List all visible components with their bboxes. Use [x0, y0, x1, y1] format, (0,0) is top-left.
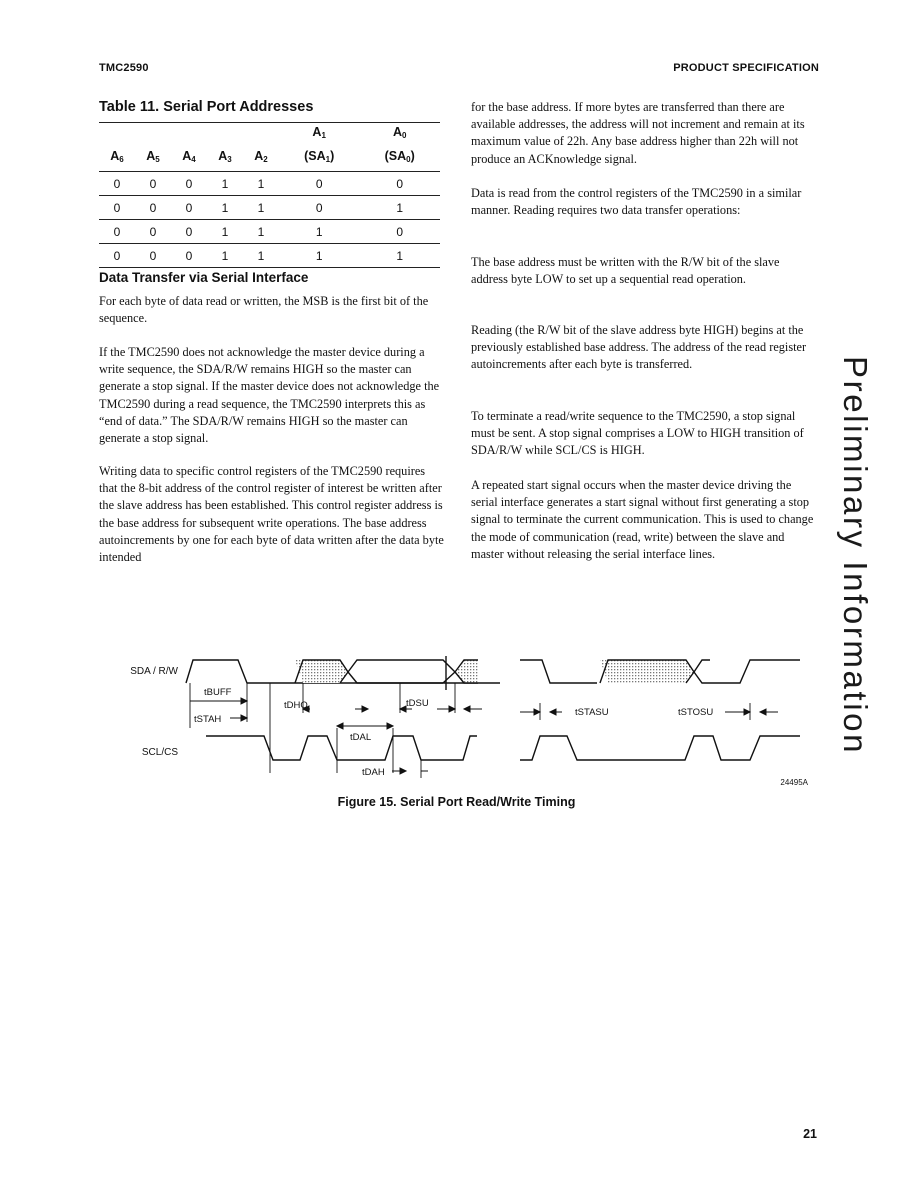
side-banner — [836, 356, 876, 806]
right-paragraph-6: A repeated start signal occurs when the master device driving the serial interface generates a start signal without first generating a stop signal to terminate the current communication. This is used to change the mode of communication (read, write) between the slave and master without releasing the serial interface lines. — [471, 478, 814, 561]
col-a5: $A_5$ — [135, 147, 171, 172]
table-cell: 0 — [171, 244, 207, 268]
table-cell: 0 — [99, 220, 135, 244]
table-title: Table 11. Serial Port Addresses — [99, 99, 314, 115]
figure-id: 24495A — [780, 778, 808, 787]
left-paragraph-3: Writing data to specific control registers of the TMC2590 requires that the 8-bit address of the control register of interest be written after the slave address has been established. This control register address is the base address for subsequent write operations. The base address autoincrements by one for each byte of data written after the data byte intended — [99, 464, 444, 565]
tstasu-label: tSTASU — [575, 707, 609, 718]
sda-waveform — [186, 656, 500, 690]
right-paragraph-2: Data is read from the control registers of the TMC2590 in a similar manner. Reading requires two data transfer operations: — [471, 186, 802, 218]
table-header-row-top — [99, 123, 440, 148]
col-top-4 — [243, 123, 279, 148]
table-cell: 1 — [243, 220, 279, 244]
table-cell: 1 — [207, 220, 243, 244]
sda-signal-label: SDA / R/W — [130, 666, 178, 677]
tstah-label: tSTAH — [194, 714, 222, 725]
table-cell: 0 — [171, 196, 207, 220]
table-cell: 1 — [207, 244, 243, 268]
table-cell: 0 — [171, 172, 207, 196]
col-top-a1: $A_1$ — [312, 125, 326, 140]
serial-port-timing-diagram — [110, 648, 830, 793]
col-sa1: $(SA_1)$ — [279, 147, 360, 172]
right-paragraph-3: The base address must be written with the R/W bit of the slave address byte LOW to set up a sequential read operation. — [471, 255, 780, 287]
table-body — [99, 172, 440, 268]
col-top-0 — [99, 123, 135, 148]
col-a4: $A_4$ — [171, 147, 207, 172]
scl-waveform — [206, 736, 800, 760]
tdsu-label: tDSU — [406, 698, 429, 709]
table-row — [99, 220, 440, 244]
col-top-3 — [207, 123, 243, 148]
table-cell: 0 — [279, 196, 360, 220]
col-a2: $A_2$ — [243, 147, 279, 172]
sda-waveform-stop — [520, 660, 800, 683]
col-a6: $A_6$ — [99, 147, 135, 172]
section-heading: Data Transfer via Serial Interface — [99, 270, 309, 285]
timing-guides — [190, 683, 750, 778]
table-cell: 0 — [99, 172, 135, 196]
table-cell: 0 — [99, 196, 135, 220]
col-top-a0: $A_0$ — [392, 125, 407, 140]
running-header-left: TMC2590 — [99, 62, 149, 74]
table-cell: 1 — [279, 220, 360, 244]
table-header-row — [99, 147, 440, 172]
tstosu-label: tSTOSU — [678, 707, 714, 718]
table-row — [99, 244, 440, 268]
table-row — [99, 172, 440, 196]
right-paragraph-5: To terminate a read/write sequence to the TMC2590, a stop signal must be sent. A stop signal comprises a LOW to HIGH transition of SDA/R/W while SCL/CS is HIGH. — [471, 409, 804, 458]
col-sa0: $(SA_0)$ — [359, 147, 440, 172]
table-cell: 1 — [243, 172, 279, 196]
table-cell: 0 — [279, 172, 360, 196]
preliminary-information-text: Preliminary Information — [837, 356, 874, 756]
figure-caption: Figure 15. Serial Port Read/Write Timing — [337, 795, 576, 809]
table-cell: 0 — [171, 220, 207, 244]
table-cell: 0 — [359, 172, 440, 196]
right-paragraph-1: for the base address. If more bytes are transferred than there are available addresses, the address will not increment and remain at its maximum value of 22h. Any base address higher than 22h will not produce an ACKnowledge signal. — [471, 100, 805, 166]
tdal-label: tDAL — [350, 732, 372, 743]
left-paragraph-2: If the TMC2590 does not acknowledge the master device during a write sequence, the SDA/R/W remains HIGH so the master can generate a stop signal. If the master device does not acknowledge the TMC2590 during a read sequence, the TMC2590 interprets this as “end of data.” The SDA/R/W remains HIGH so the master can generate a stop signal. — [99, 345, 440, 446]
table-cell: 1 — [207, 196, 243, 220]
table-row — [99, 196, 440, 220]
right-paragraph-4: Reading (the R/W bit of the slave address byte HIGH) begins at the previously established base address. The address of the read register autoincrements after each byte is transferred. — [471, 323, 807, 372]
scl-signal-label: SCL/CS — [141, 747, 178, 758]
left-paragraph-1: For each byte of data read or written, the MSB is the first bit of the sequence. — [99, 294, 429, 326]
running-header-right: PRODUCT SPECIFICATION — [673, 62, 819, 74]
table-cell: 1 — [207, 172, 243, 196]
table-cell: 0 — [135, 220, 171, 244]
table-cell: 1 — [243, 196, 279, 220]
serial-port-address-table — [99, 122, 440, 268]
table-cell: 0 — [135, 172, 171, 196]
table-cell: 1 — [359, 244, 440, 268]
table-cell: 1 — [279, 244, 360, 268]
table-cell: 0 — [135, 196, 171, 220]
tbuff-label: tBUFF — [204, 687, 232, 698]
col-top-1 — [135, 123, 171, 148]
table-cell: 1 — [359, 196, 440, 220]
tdah-label: tDAH — [362, 767, 385, 778]
table-cell: 1 — [243, 244, 279, 268]
col-top-2 — [171, 123, 207, 148]
table-cell: 0 — [135, 244, 171, 268]
page-number: 21 — [803, 1127, 817, 1141]
tdho-label: tDHO — [284, 700, 308, 711]
col-a3: $A_3$ — [207, 147, 243, 172]
table-cell: 0 — [359, 220, 440, 244]
table-cell: 0 — [99, 244, 135, 268]
